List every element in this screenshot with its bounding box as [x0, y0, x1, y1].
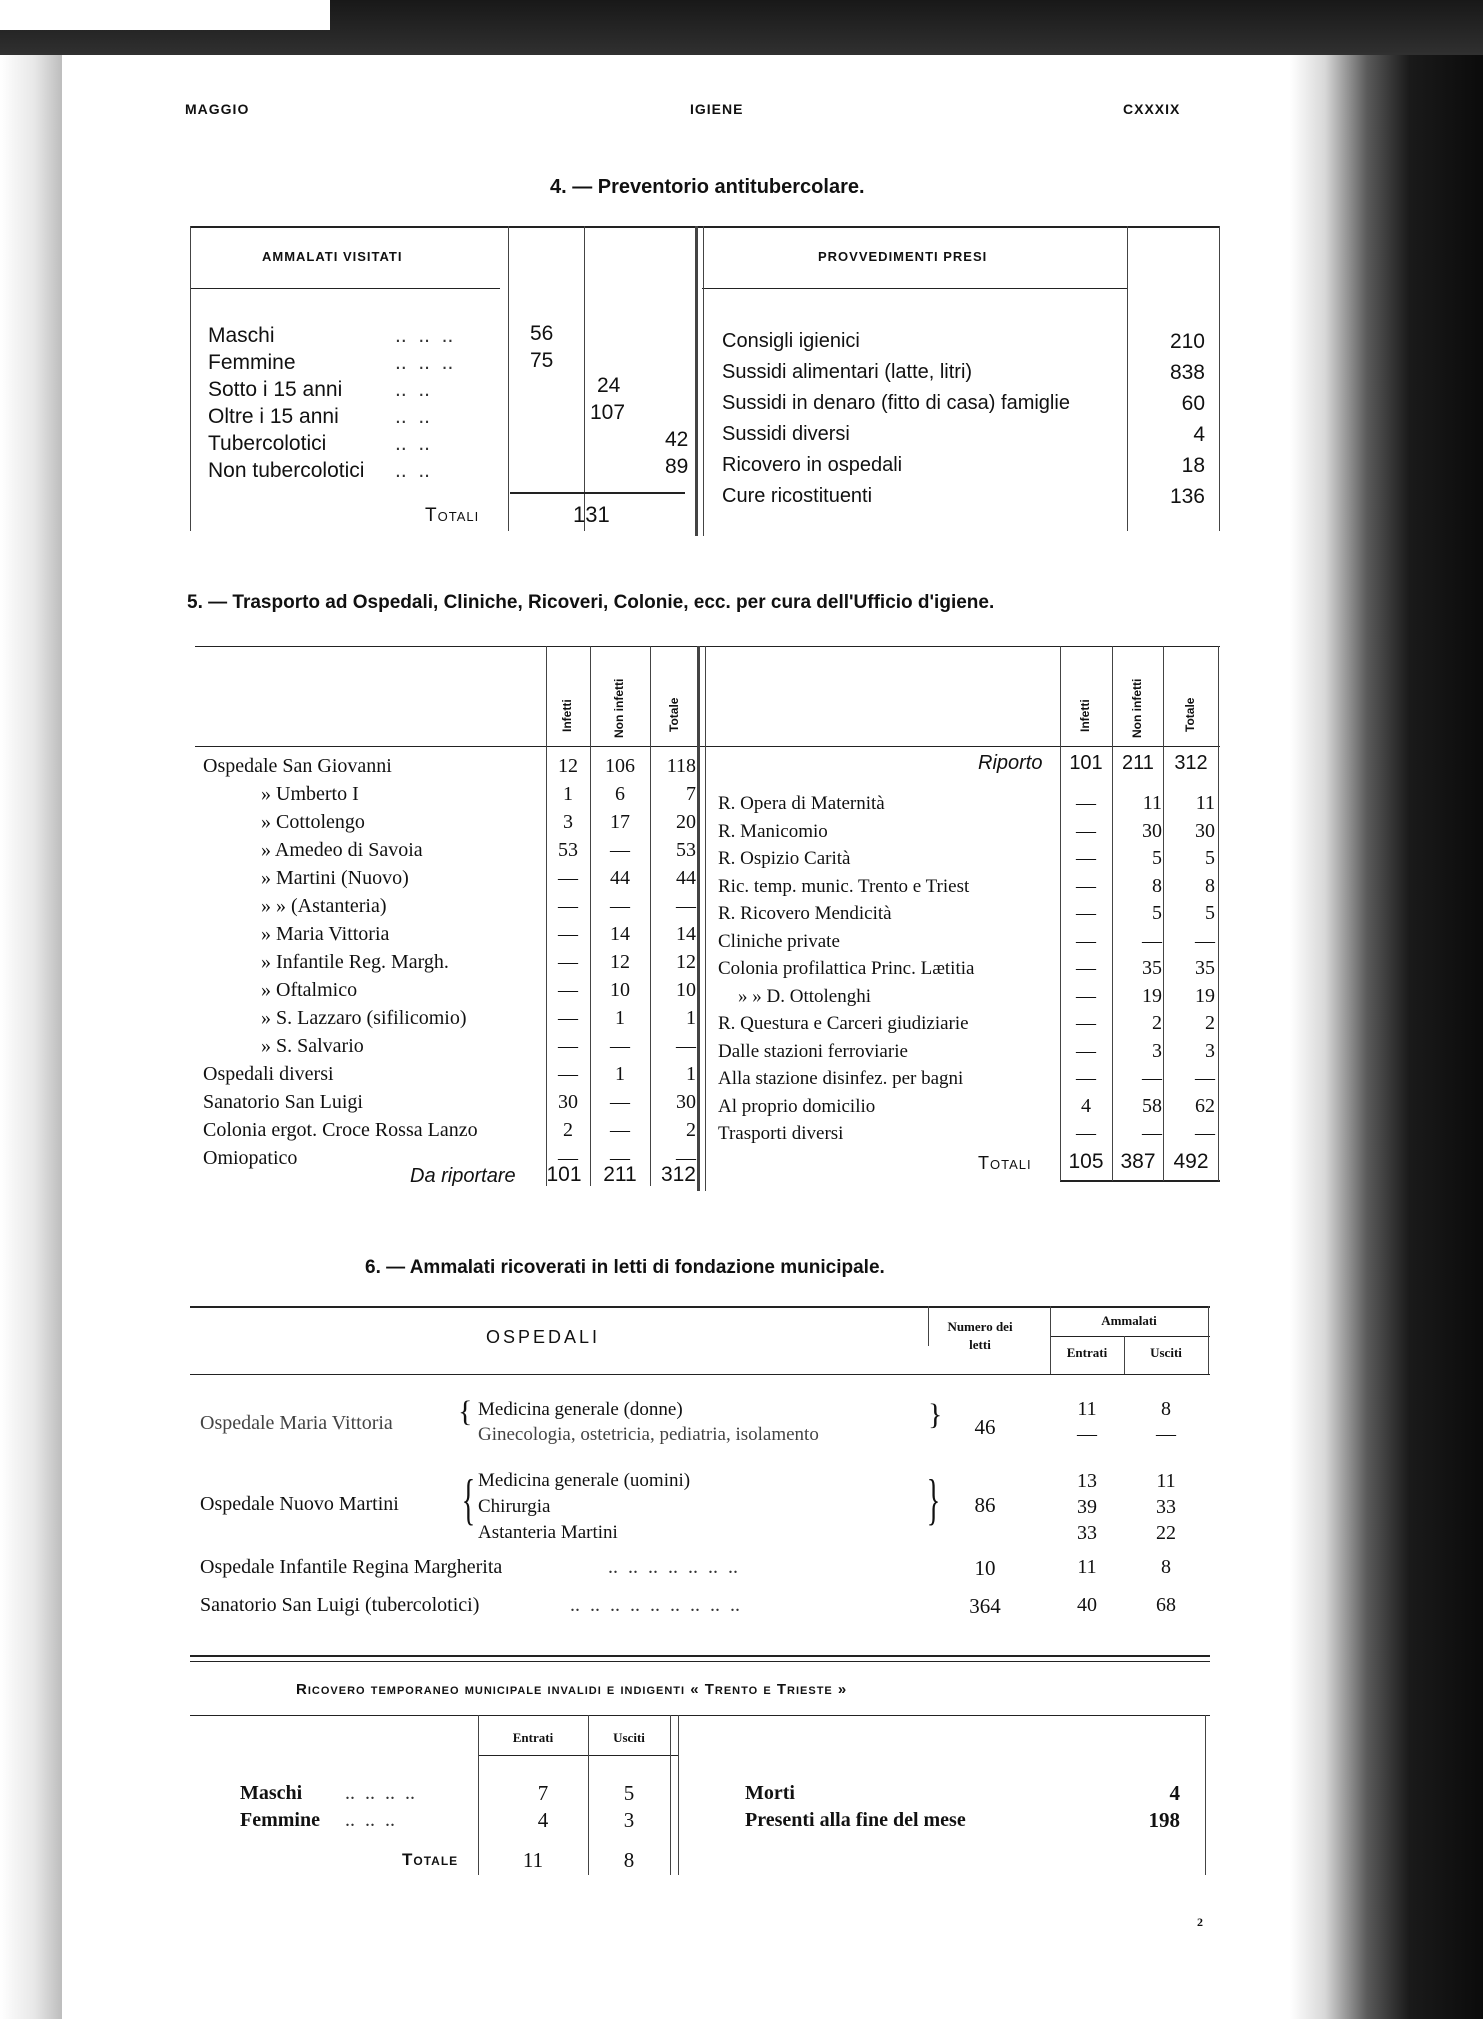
s4-value: 24	[597, 374, 621, 397]
s6-sub-label: Chirurgia	[478, 1496, 551, 1517]
s6-entrati-col	[1050, 1468, 1124, 1546]
s5-col-infetti: Infetti	[560, 699, 574, 732]
s6-cell: 13	[1077, 1470, 1097, 1492]
s5-right-label: Dalle stazioni ferroviarie	[718, 1040, 908, 1062]
s5-cell: 2	[563, 1119, 573, 1141]
s6-hospital: Ospedale Maria Vittoria	[200, 1412, 393, 1434]
ricovero-col-usciti: Usciti	[613, 1730, 645, 1745]
s6-leaders: .. .. .. .. .. .. ..	[608, 1556, 738, 1578]
ricovero-total-label: Totale	[402, 1850, 459, 1869]
s4-left-row-label: Non tubercolotici	[208, 459, 365, 482]
s5-right-label: R. Ricovero Mendicità	[718, 903, 892, 924]
s6-col-entrati: Entrati	[1066, 1345, 1108, 1360]
s5-cell: —	[676, 1035, 696, 1057]
s5-left-label: » Cottolengo	[261, 811, 365, 833]
s5-cell: 4	[1081, 1094, 1091, 1117]
s5-cell: 5	[1152, 902, 1162, 924]
s5-cell: 1	[615, 1063, 625, 1085]
ricovero-col-entrati: Entrati	[512, 1730, 554, 1745]
s5-cell: 53	[676, 839, 696, 861]
s4-left-row-label: Femmine	[208, 351, 296, 374]
s5-cell: 19	[1142, 984, 1162, 1007]
header-center: IGIENE	[690, 101, 744, 117]
s6-cell: 11	[1077, 1556, 1097, 1578]
section5-title: 5. — Trasporto ad Ospedali, Cliniche, Ricoveri, Colonie, ecc. per cura dell'Ufficio d'igiene.	[187, 592, 995, 613]
s4-left-row-label: Tubercolotici	[208, 432, 327, 455]
s5-right-total-c: 492	[1173, 1150, 1209, 1173]
s5-right-col-c	[1165, 790, 1215, 1148]
scan-top-left	[0, 0, 330, 30]
ricovero-right-labels	[745, 1780, 966, 1834]
s5-cell: 12	[558, 755, 578, 777]
footer-mark: 2	[1197, 1915, 1203, 1929]
s4-value: 42	[665, 428, 689, 451]
s6-cell: —	[1077, 1423, 1097, 1445]
s5-left-label: » S. Salvario	[261, 1035, 364, 1057]
section4-right-labels	[722, 326, 1070, 512]
s6-col-usciti: Usciti	[1150, 1345, 1182, 1360]
s5-cell: —	[610, 1091, 630, 1113]
s5-cell: 1	[563, 783, 573, 805]
s5-cell: —	[558, 1035, 578, 1057]
s5-right-label: R. Ospizio Carità	[718, 848, 851, 869]
s5-right-label: R. Questura e Carceri giudiziarie	[718, 1013, 969, 1034]
s6-sub-label: Medicina generale (donne)	[478, 1399, 683, 1420]
header-left: MAGGIO	[185, 101, 250, 117]
s5-cell: —	[1076, 902, 1096, 924]
scan-right-edge	[1290, 55, 1483, 2019]
ricovero-total-entrati: 11	[522, 1848, 544, 1872]
brace-icon: {	[461, 1469, 476, 1531]
s5-cell: —	[1076, 1122, 1096, 1144]
s5-left-total-b: 211	[603, 1163, 637, 1186]
s6-entrati-col	[1050, 1397, 1124, 1447]
s5-cell: 1	[686, 1007, 696, 1029]
s5-right-label: Cliniche private	[718, 930, 840, 952]
s5-right-labels	[718, 790, 974, 1148]
s6-sub-label: Astanteria Martini	[478, 1522, 618, 1543]
s5-cell: 19	[1195, 984, 1215, 1007]
ricovero-usciti-col	[588, 1780, 670, 1834]
s6-letti: 364	[969, 1594, 1001, 1618]
ricovero-leaders: .. .. .. .. .. .. ..	[345, 1782, 415, 1831]
header-right: CXXXIX	[1123, 101, 1181, 117]
s6-cell: 39	[1077, 1496, 1097, 1518]
s5-left-label: Ospedale San Giovanni	[203, 755, 392, 777]
section4-leaders: .. .. .. .. .. .. .. .. .. .. .. .. .. ..	[395, 324, 454, 482]
s5-cell: —	[558, 867, 578, 889]
s5-cell: —	[558, 951, 578, 973]
s5-left-label: » Infantile Reg. Margh.	[261, 951, 449, 973]
s5-cell: —	[1076, 1067, 1096, 1089]
s5-left-total-a: 101	[546, 1163, 582, 1186]
s5-cell: 30	[1142, 819, 1162, 842]
s5-cell: 17	[610, 811, 630, 833]
s4-value: 56	[530, 322, 554, 345]
s6-letti: 46	[974, 1415, 996, 1439]
s5-cell: —	[1195, 1067, 1215, 1089]
s4-right-value: 838	[1169, 361, 1205, 384]
s5-cell: —	[610, 1119, 630, 1141]
s6-cell: 11	[1156, 1470, 1176, 1492]
ricovero-cell: 7	[537, 1781, 549, 1805]
s5-riporto-c: 312	[1174, 752, 1208, 774]
s5-cell: 3	[1205, 1039, 1215, 1062]
s5-cell: 6	[615, 783, 625, 805]
s6-sub-label: Ginecologia, ostetricia, pediatria, isolamento	[478, 1424, 819, 1445]
s5-cell: 30	[558, 1091, 578, 1113]
ricovero-cell: 3	[623, 1808, 635, 1832]
s5-cell: —	[1142, 1067, 1162, 1089]
s5-riporto-b: 211	[1122, 752, 1154, 774]
s4-total-label: Totali	[425, 505, 480, 526]
s5-cell: 12	[610, 951, 630, 973]
scan-left-edge	[0, 55, 62, 2019]
s4-value: 89	[665, 455, 689, 478]
s6-col-ammalati: Ammalati	[1101, 1313, 1157, 1328]
s5-cell: 11	[1195, 792, 1215, 814]
s5-riporto-label: Riporto	[978, 752, 1043, 774]
s5-cell: 10	[676, 979, 696, 1001]
s6-leaders: .. .. .. .. .. .. .. .. ..	[570, 1594, 740, 1616]
s5-right-total-b: 387	[1120, 1150, 1156, 1173]
s4-right-row-label: Sussidi alimentari (latte, litri)	[722, 361, 973, 383]
s5-cell: 2	[686, 1119, 696, 1141]
s5-cell: 20	[676, 811, 696, 833]
s5-left-label: » Martini (Nuovo)	[261, 867, 409, 889]
s5-cell: —	[610, 1035, 630, 1057]
section4-right-header: PROVVEDIMENTI PRESI	[818, 249, 988, 264]
brace-icon: }	[928, 1398, 943, 1431]
s5-cell: 53	[558, 839, 578, 861]
s5-cell: 58	[1142, 1094, 1162, 1117]
s4-left-row-label: Sotto i 15 anni	[208, 378, 343, 401]
s4-left-row-label: Maschi	[208, 324, 275, 347]
s6-hospital: Sanatorio San Luigi (tubercolotici)	[200, 1594, 480, 1616]
s5-left-label: » Maria Vittoria	[261, 923, 390, 945]
s5-cell: 44	[610, 867, 630, 889]
s5-col-non-infetti-r: Non infetti	[1130, 678, 1144, 738]
s5-cell: 12	[676, 951, 696, 973]
s5-cell: 1	[615, 1007, 625, 1029]
s5-cell: 30	[676, 1091, 696, 1113]
s5-cell: 106	[605, 755, 635, 777]
s6-cell: 22	[1156, 1522, 1176, 1544]
s5-right-total-a: 105	[1068, 1150, 1104, 1173]
s5-cell: —	[1076, 984, 1096, 1007]
s5-left-labels	[203, 752, 478, 1172]
section4-left-header: AMMALATI VISITATI	[262, 249, 403, 264]
s5-left-label: Omiopatico	[203, 1147, 298, 1169]
s5-right-label: R. Opera di Maternità	[718, 793, 885, 814]
s6-letti: 10	[974, 1556, 996, 1580]
s5-right-label: Al proprio domicilio	[718, 1095, 876, 1117]
s6-hospital: Ospedale Nuovo Martini	[200, 1493, 399, 1515]
s5-left-label: » Umberto I	[261, 783, 359, 805]
s5-cell: 62	[1195, 1094, 1215, 1117]
s5-cell: 5	[1205, 902, 1215, 924]
s4-right-row-label: Sussidi in denaro (fitto di casa) famiglie	[722, 392, 1070, 414]
s5-cell: —	[1142, 1122, 1162, 1144]
ricovero-row-label: Maschi	[240, 1782, 303, 1804]
ricovero-labels	[240, 1780, 320, 1834]
s6-cell: 33	[1077, 1522, 1097, 1544]
s5-right-label: Colonia profilattica Princ. Lætitia	[718, 958, 975, 979]
s5-cell: —	[558, 1147, 578, 1169]
s5-col-totale: Totale	[667, 697, 681, 732]
s5-cell: 14	[676, 923, 696, 945]
s5-cell: 2	[1152, 1012, 1162, 1034]
s5-left-total-c: 312	[660, 1163, 696, 1186]
s5-cell: —	[676, 1147, 696, 1169]
s4-value: 107	[590, 401, 626, 424]
s6-sub-labels	[478, 1397, 819, 1447]
s5-left-label: Colonia ergot. Croce Rossa Lanzo	[203, 1119, 478, 1141]
s4-right-value: 60	[1181, 392, 1205, 415]
s4-right-row-label: Cure ricostituenti	[722, 485, 873, 507]
s5-cell: 44	[676, 867, 696, 889]
s5-cell: 3	[563, 811, 573, 833]
s5-col-totale-r: Totale	[1183, 697, 1197, 732]
s6-cell: 11	[1077, 1398, 1097, 1420]
ricovero-right-label: Morti	[745, 1782, 795, 1804]
s5-col-non-infetti: Non infetti	[612, 678, 626, 738]
s5-cell: —	[1076, 874, 1096, 897]
s6-cell: 33	[1156, 1496, 1176, 1518]
s5-cell: —	[558, 979, 578, 1001]
s5-right-col-a	[1062, 790, 1110, 1148]
s5-cell: —	[558, 1063, 578, 1085]
s4-right-row-label: Sussidi diversi	[722, 423, 850, 445]
s5-cell: 30	[1195, 819, 1215, 842]
s5-cell: —	[1076, 929, 1096, 952]
s5-cell: 35	[1142, 957, 1162, 979]
ricovero-row-label: Femmine	[240, 1809, 320, 1831]
s4-right-row-label: Consigli igienici	[722, 330, 860, 352]
s4-right-row-label: Ricovero in ospedali	[722, 454, 903, 476]
s5-cell: —	[558, 923, 578, 945]
s5-cell: —	[1142, 929, 1162, 952]
s6-letti: 86	[974, 1493, 996, 1517]
s4-right-value: 136	[1169, 485, 1205, 508]
s5-right-label: Alla stazione disinfez. per bagni	[718, 1068, 964, 1089]
brace-icon: }	[926, 1469, 941, 1531]
s5-cell: —	[676, 895, 696, 917]
section4-title: 4. — Preventorio antitubercolare.	[550, 176, 865, 198]
ricovero-right-values	[1100, 1780, 1180, 1834]
s5-cell: 118	[666, 755, 696, 777]
s5-cell: 10	[610, 979, 630, 1001]
s5-left-label: » Amedeo di Savoia	[261, 839, 423, 861]
s5-cell: 5	[1205, 847, 1215, 869]
s5-right-total-label: Totali	[978, 1153, 1032, 1173]
s5-cell: —	[1195, 1122, 1215, 1144]
s5-cell: —	[1076, 847, 1096, 869]
s6-cell: 68	[1156, 1594, 1176, 1616]
s4-left-row-label: Oltre i 15 anni	[208, 405, 339, 428]
s5-left-label: » S. Lazzaro (sifilicomio)	[261, 1007, 467, 1029]
s5-cell: 2	[1205, 1012, 1215, 1034]
s5-cell: —	[1076, 957, 1096, 979]
s5-cell: —	[1076, 1012, 1096, 1034]
s6-usciti-col	[1124, 1468, 1208, 1546]
ricovero-right-label: Presenti alla fine del mese	[745, 1809, 966, 1831]
s6-usciti-col	[1124, 1397, 1208, 1447]
s6-col-ospedali: OSPEDALI	[486, 1327, 601, 1347]
s6-hospital: Ospedale Infantile Regina Margherita	[200, 1556, 503, 1578]
s5-right-label: Ric. temp. munic. Trento e Triest	[718, 875, 970, 897]
s5-cell: 7	[686, 783, 696, 805]
section4-left-labels	[208, 322, 364, 484]
section4-right-values	[1130, 326, 1205, 512]
s5-cell: 8	[1152, 874, 1162, 897]
s5-cell: —	[1076, 819, 1096, 842]
s6-cell: 40	[1077, 1594, 1097, 1616]
ricovero-cell: 4	[537, 1808, 549, 1832]
ricovero-right-value: 198	[1148, 1808, 1180, 1832]
s6-cell: 8	[1161, 1556, 1171, 1578]
s4-right-value: 210	[1169, 330, 1205, 353]
s5-cell: —	[558, 1007, 578, 1029]
s4-right-value: 4	[1193, 423, 1205, 446]
s5-cell: —	[1076, 1039, 1096, 1062]
s5-left-label: » Oftalmico	[261, 979, 358, 1001]
s5-left-label: Ospedali diversi	[203, 1063, 334, 1085]
s6-cell: —	[1156, 1423, 1176, 1445]
s5-cell: —	[610, 839, 630, 861]
s5-cell: —	[1076, 792, 1096, 814]
s5-right-col-b	[1114, 790, 1162, 1148]
s6-sub-label: Medicina generale (uomini)	[478, 1470, 691, 1491]
s5-left-label: Sanatorio San Luigi	[203, 1091, 363, 1113]
s5-left-label: » » (Astanteria)	[261, 895, 387, 917]
s5-cell: 5	[1152, 847, 1162, 869]
s4-value: 75	[530, 349, 554, 372]
s5-col-infetti-r: Infetti	[1078, 699, 1092, 732]
s5-cell: 35	[1195, 957, 1215, 979]
s5-left-total-label: Da riportare	[410, 1165, 516, 1187]
s5-right-label: R. Manicomio	[718, 820, 828, 842]
s6-sub-labels	[478, 1468, 690, 1546]
s5-right-label: Trasporti diversi	[718, 1123, 844, 1144]
s5-cell: —	[610, 1147, 630, 1169]
s5-cell: —	[558, 895, 578, 917]
s4-total-value: 131	[573, 502, 610, 527]
s5-cell: 1	[686, 1063, 696, 1085]
s5-right-label: » » D. Ottolenghi	[738, 985, 871, 1007]
s5-cell: 14	[610, 923, 630, 945]
s5-left-col-b	[592, 752, 648, 1172]
s5-cell: —	[1195, 929, 1215, 952]
ricovero-total-usciti: 8	[623, 1848, 635, 1872]
s5-left-col-c	[652, 752, 696, 1172]
s6-col-numero: Numero dei letti	[947, 1319, 1013, 1352]
s5-riporto-a: 101	[1069, 752, 1103, 774]
s5-cell: 11	[1142, 792, 1162, 814]
s5-cell: —	[610, 895, 630, 917]
s5-cell: 8	[1205, 874, 1215, 897]
ricovero-cell: 5	[623, 1781, 635, 1805]
ricovero-right-value: 4	[1169, 1781, 1180, 1805]
ricovero-title: Ricovero temporaneo municipale invalidi e indigenti « Trento e Trieste »	[296, 1681, 848, 1698]
s5-left-col-a	[548, 752, 588, 1172]
s6-cell: 8	[1161, 1398, 1171, 1420]
s4-right-value: 18	[1181, 454, 1205, 477]
section6-title: 6. — Ammalati ricoverati in letti di fondazione municipale.	[365, 1257, 885, 1278]
s5-cell: 3	[1152, 1039, 1162, 1062]
brace-icon: {	[458, 1395, 473, 1428]
